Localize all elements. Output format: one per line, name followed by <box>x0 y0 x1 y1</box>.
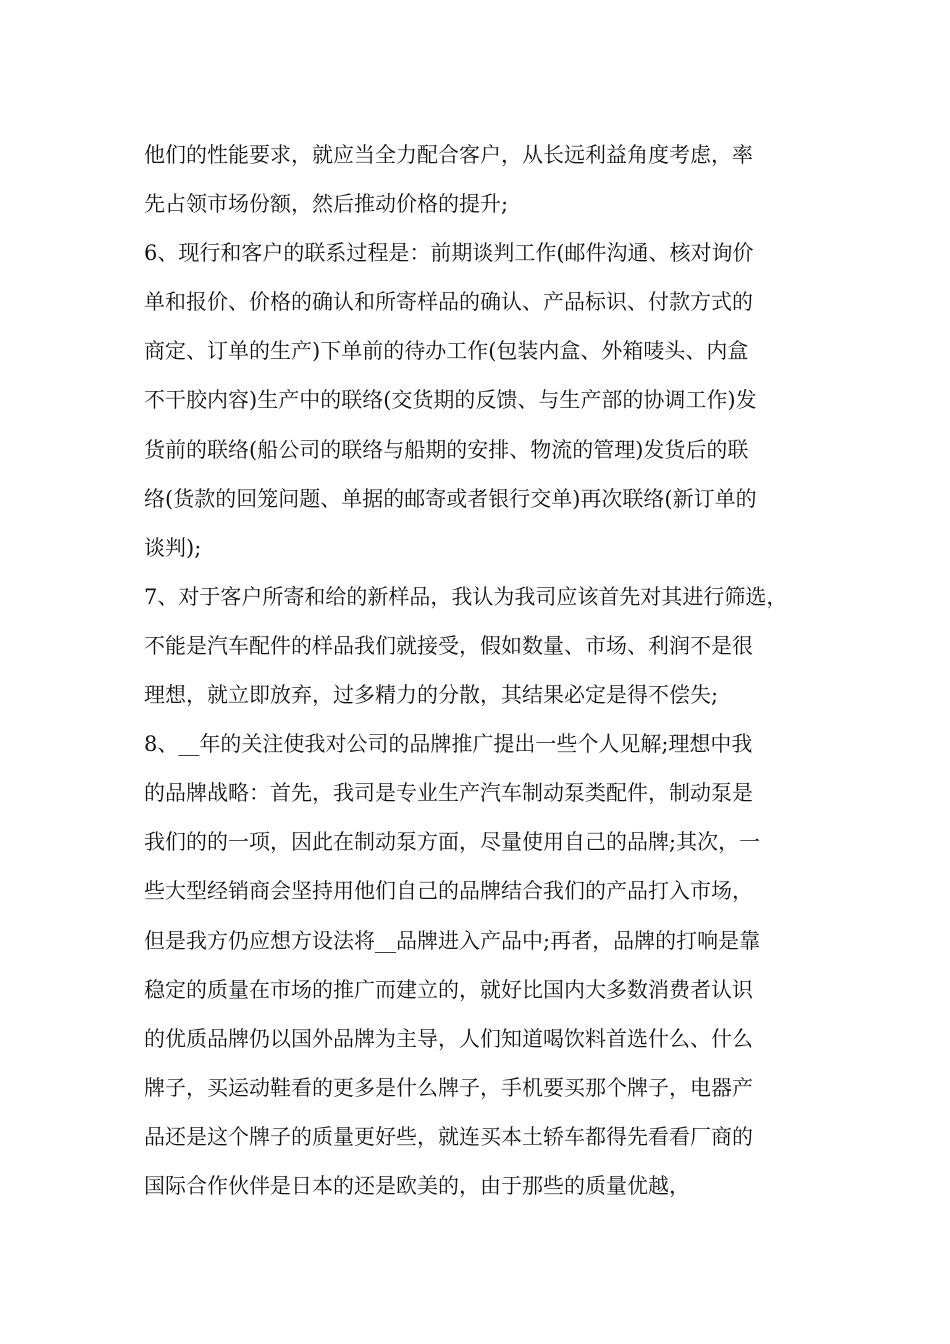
text-line: 商定、订单的生产)下单前的待办工作(包装内盒、外箱唛头、内盒 <box>144 339 749 364</box>
text-line: 货前的联络(船公司的联络与船期的安排、物流的管理)发货后的联 <box>144 437 749 462</box>
document-body <box>144 131 816 1211</box>
text-line: 单和报价、价格的确认和所寄样品的确认、产品标识、付款方式的 <box>144 290 753 315</box>
text-line: 稳定的质量在市场的推广而建立的，就好比国内大多数消费者认识 <box>144 977 753 1002</box>
text-line: 国际合作伙伴是日本的还是欧美的，由于那些的质量优越， <box>144 1173 690 1198</box>
text-line: 谈判); <box>144 535 202 560</box>
text-line: 理想，就立即放弃，过多精力的分散，其结果必定是得不偿失; <box>144 683 719 708</box>
text-line: 品还是这个牌子的质量更好些，就连买本土轿车都得先看看厂商的 <box>144 1124 753 1149</box>
text-line: 8、__年的关注使我对公司的品牌推广提出一些个人见解;理想中我 <box>144 732 753 757</box>
text-line: 他们的性能要求，就应当全力配合客户，从长远利益角度考虑，率 <box>144 143 753 167</box>
text-line: 的优质品牌仍以国外品牌为主导，人们知道喝饮料首选什么、什么 <box>144 1026 753 1051</box>
text-line: 的品牌战略：首先，我司是专业生产汽车制动泵类配件，制动泵是 <box>144 781 753 806</box>
text-line: 络(货款的回笼问题、单据的邮寄或者银行交单)再次联络(新订单的 <box>144 486 757 511</box>
text-line: 不干胶内容)生产中的联络(交货期的反馈、与生产部的协调工作)发 <box>144 388 757 413</box>
text-line: 6、现行和客户的联系过程是：前期谈判工作(邮件沟通、核对询价 <box>144 241 754 266</box>
text-line: 先占领市场份额，然后推动价格的提升; <box>144 192 509 217</box>
text-line: 我们的的一项，因此在制动泵方面，尽量使用自己的品牌;其次，一 <box>144 830 761 855</box>
text-line: 些大型经销商会坚持用他们自己的品牌结合我们的产品打入市场， <box>144 879 753 904</box>
text-line: 7、对于客户所寄和给的新样品，我认为我司应该首先对其进行筛选， <box>144 584 788 609</box>
text-line: 牌子，买运动鞋看的更多是什么牌子，手机要买那个牌子，电器产 <box>144 1075 753 1100</box>
text-line: 但是我方仍应想方设法将__品牌进入产品中;再者，品牌的打响是靠 <box>144 928 761 953</box>
text-line: 不能是汽车配件的样品我们就接受，假如数量、市场、利润不是很 <box>144 633 753 658</box>
